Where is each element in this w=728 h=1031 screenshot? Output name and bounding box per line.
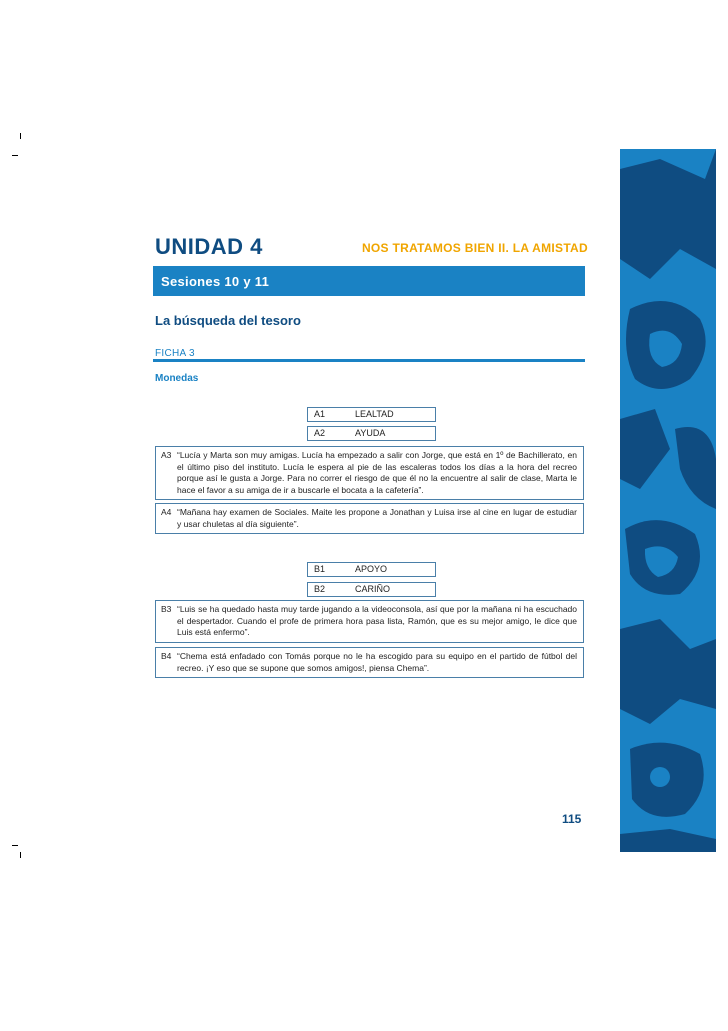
session-bar	[153, 266, 585, 296]
unit-title: UNIDAD 4	[155, 234, 263, 259]
page-number: 115	[562, 812, 582, 826]
value-code: B1	[314, 564, 326, 574]
value-code: A2	[314, 428, 326, 438]
value-code: A1	[314, 409, 326, 419]
case-text: “Chema está enfadado con Tomás porque no le ha escogido para su equipo en el partido de fútbol del recreo. ¡Y eso que se supone que somos amigos!, piensa Chema”.	[177, 651, 577, 673]
value-word: AYUDA	[355, 428, 386, 438]
section-subtitle: Monedas	[155, 373, 199, 384]
value-box-a2	[307, 426, 436, 441]
case-box-a4	[155, 503, 584, 534]
value-word: LEALTAD	[355, 409, 394, 419]
session-label: Sesiones 10 y 11	[161, 274, 270, 289]
value-code: B2	[314, 584, 326, 594]
ficha-label: FICHA 3	[155, 348, 195, 359]
value-box-a1	[307, 407, 436, 422]
case-code: B4	[161, 651, 172, 661]
divider	[153, 359, 585, 362]
crop-mark	[12, 155, 18, 156]
case-code: A4	[161, 507, 172, 517]
case-text: “Luis se ha quedado hasta muy tarde jugando a la videoconsola, así que por la mañana ni ha escuchado el despertador. Cuando el profe de primera hora pasa lista, Ramón, que es su mejor amigo, le dice que Luis está enfermo”.	[177, 604, 577, 637]
crop-mark	[20, 852, 21, 858]
value-box-b2	[307, 582, 436, 597]
case-box-a3	[155, 446, 584, 500]
case-box-b4	[155, 647, 584, 678]
value-box-b1	[307, 562, 436, 577]
case-text: “Lucía y Marta son muy amigas. Lucía ha empezado a salir con Jorge, que está en 1º de Bachillerato, en el último piso del instituto. Lucía le espera al pie de las escaleras todos los días a la hora del recreo porque así le gusta a Jorge. Para no correr el riesgo de que él no la encuentre al salir de clase, Marta le hace el favor a su amiga de ir a buscarle el bocata a la cafetería”.	[177, 450, 577, 495]
case-text: “Mañana hay examen de Sociales. Maite les propone a Jonathan y Luisa irse al cine en lugar de estudiar y usar chuletas al día siguiente”.	[177, 507, 577, 529]
value-word: APOYO	[355, 564, 388, 574]
document-title: La búsqueda del tesoro	[155, 313, 301, 328]
case-code: A3	[161, 450, 172, 460]
crop-mark	[12, 845, 18, 846]
value-word: CARIÑO	[355, 584, 391, 594]
decorative-side-illustration	[620, 149, 716, 852]
section-title: NOS TRATAMOS BIEN II. LA AMISTAD	[361, 241, 588, 255]
case-box-b3	[155, 600, 584, 643]
crop-mark	[20, 133, 21, 139]
case-code: B3	[161, 604, 172, 614]
